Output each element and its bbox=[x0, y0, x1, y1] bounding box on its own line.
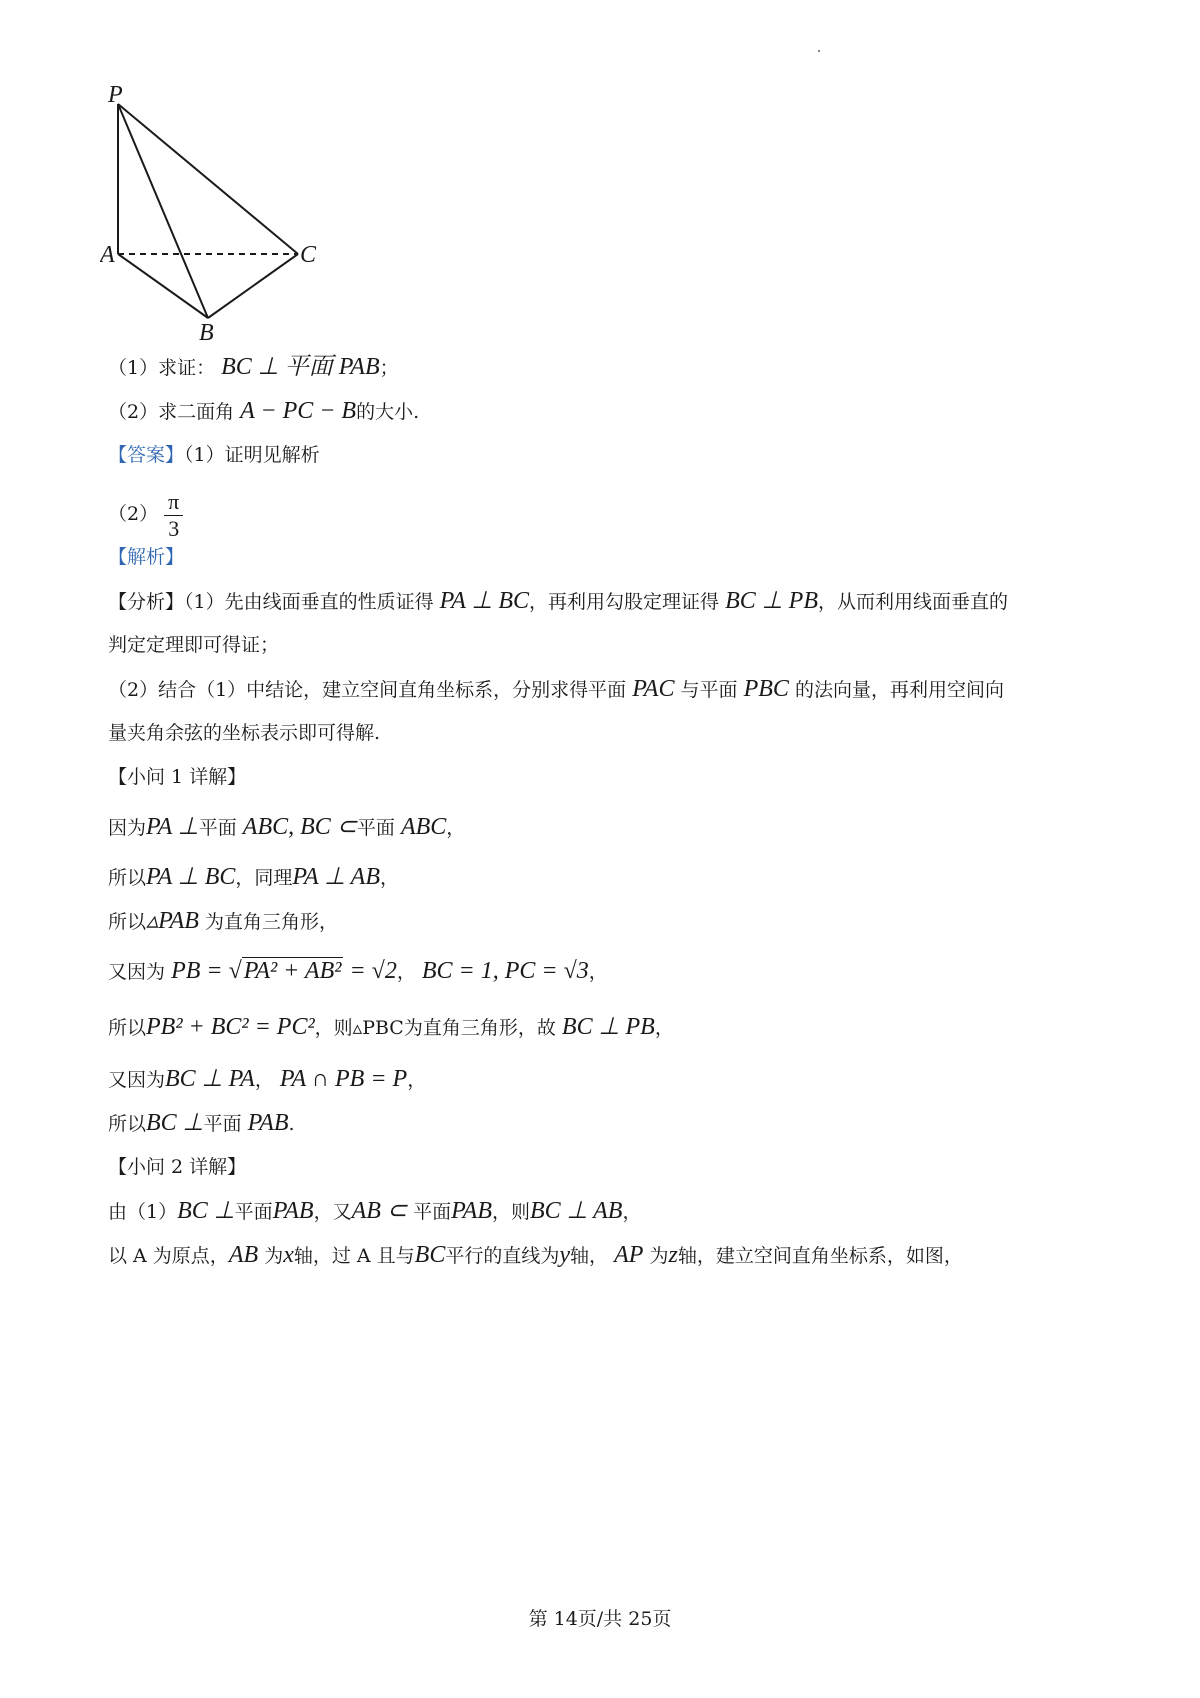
scan-dot bbox=[818, 50, 820, 52]
edge-bc bbox=[208, 254, 298, 318]
sub1-line3: 所以▵PAB 为直角三角形， bbox=[108, 908, 339, 934]
tetrahedron-figure bbox=[100, 80, 360, 380]
analysis-tag: 【解析】 bbox=[108, 546, 185, 568]
analysis-tag-line bbox=[108, 542, 184, 572]
sub2-line2: 以 A 为原点，AB 为x轴，过 A 且与BC平行的直线为y轴， AP 为z轴，建立空间直角坐标系，如图， bbox=[108, 1242, 963, 1268]
vertex-c-label: C bbox=[300, 242, 317, 268]
sub1-line5: 所以PB² + BC² = PC²，则▵PBC为直角三角形，故 BC ⊥ PB， bbox=[108, 1014, 674, 1040]
sub1-line6: 又因为BC ⊥ PA， PA ∩ PB = P， bbox=[108, 1066, 427, 1092]
fraction-pi-over-3: $\frac{\pi}{3}$ bbox=[164, 489, 183, 542]
analysis-p1-line1: 【分析】（1）先由线面垂直的性质证得 PA ⊥ BC，再利用勾股定理证得 BC ⊥ PB，从而利用线面垂直的 bbox=[108, 588, 1009, 614]
edge-pc bbox=[118, 104, 298, 254]
sub2-title: 【小问 2 详解】 bbox=[108, 1156, 247, 1178]
sub1-line2: 所以PA ⊥ BC，同理PA ⊥ AB， bbox=[108, 864, 400, 890]
sub1-line4: 又因为 PB = √PA² + AB² = √2， BC = 1, PC = √3， bbox=[108, 958, 608, 984]
vertex-p-label: P bbox=[108, 82, 123, 108]
analysis-p2-line2: 量夹角余弦的坐标表示即可得解. bbox=[108, 722, 381, 744]
sub1-line7: 所以BC ⊥平面 PAB. bbox=[108, 1110, 295, 1136]
sub1-line1: 因为PA ⊥平面 ABC, BC ⊂平面 ABC， bbox=[108, 814, 466, 840]
sub1-title: 【小问 1 详解】 bbox=[108, 766, 247, 788]
vertex-a-label: A bbox=[100, 242, 115, 268]
sub2-line1: 由（1）BC ⊥平面PAB，又AB ⊂ 平面PAB，则BC ⊥ AB， bbox=[108, 1198, 642, 1224]
vertex-b-label: B bbox=[199, 320, 214, 346]
question-2: （2）求二面角 A − PC − B的大小. bbox=[108, 398, 420, 424]
answer-tag: 【答案】 bbox=[108, 444, 185, 466]
analysis-p1-line2: 判定定理即可得证； bbox=[108, 634, 280, 656]
answer-2: （2） $\frac{\pi}{3}$ bbox=[108, 488, 183, 542]
analysis-p2-line1: （2）结合（1）中结论，建立空间直角坐标系，分别求得平面 PAC 与平面 PBC 的法向量，再利用空间向 bbox=[108, 676, 1004, 702]
page-footer: 第 14页/共 25页 bbox=[528, 1608, 672, 1630]
sqrt-radicand: PA² + AB² bbox=[243, 958, 342, 984]
answer-1: 【答案】（1）证明见解析 bbox=[108, 444, 320, 466]
question-1: （1）求证： BC ⊥ 平面 PAB； bbox=[108, 354, 399, 380]
